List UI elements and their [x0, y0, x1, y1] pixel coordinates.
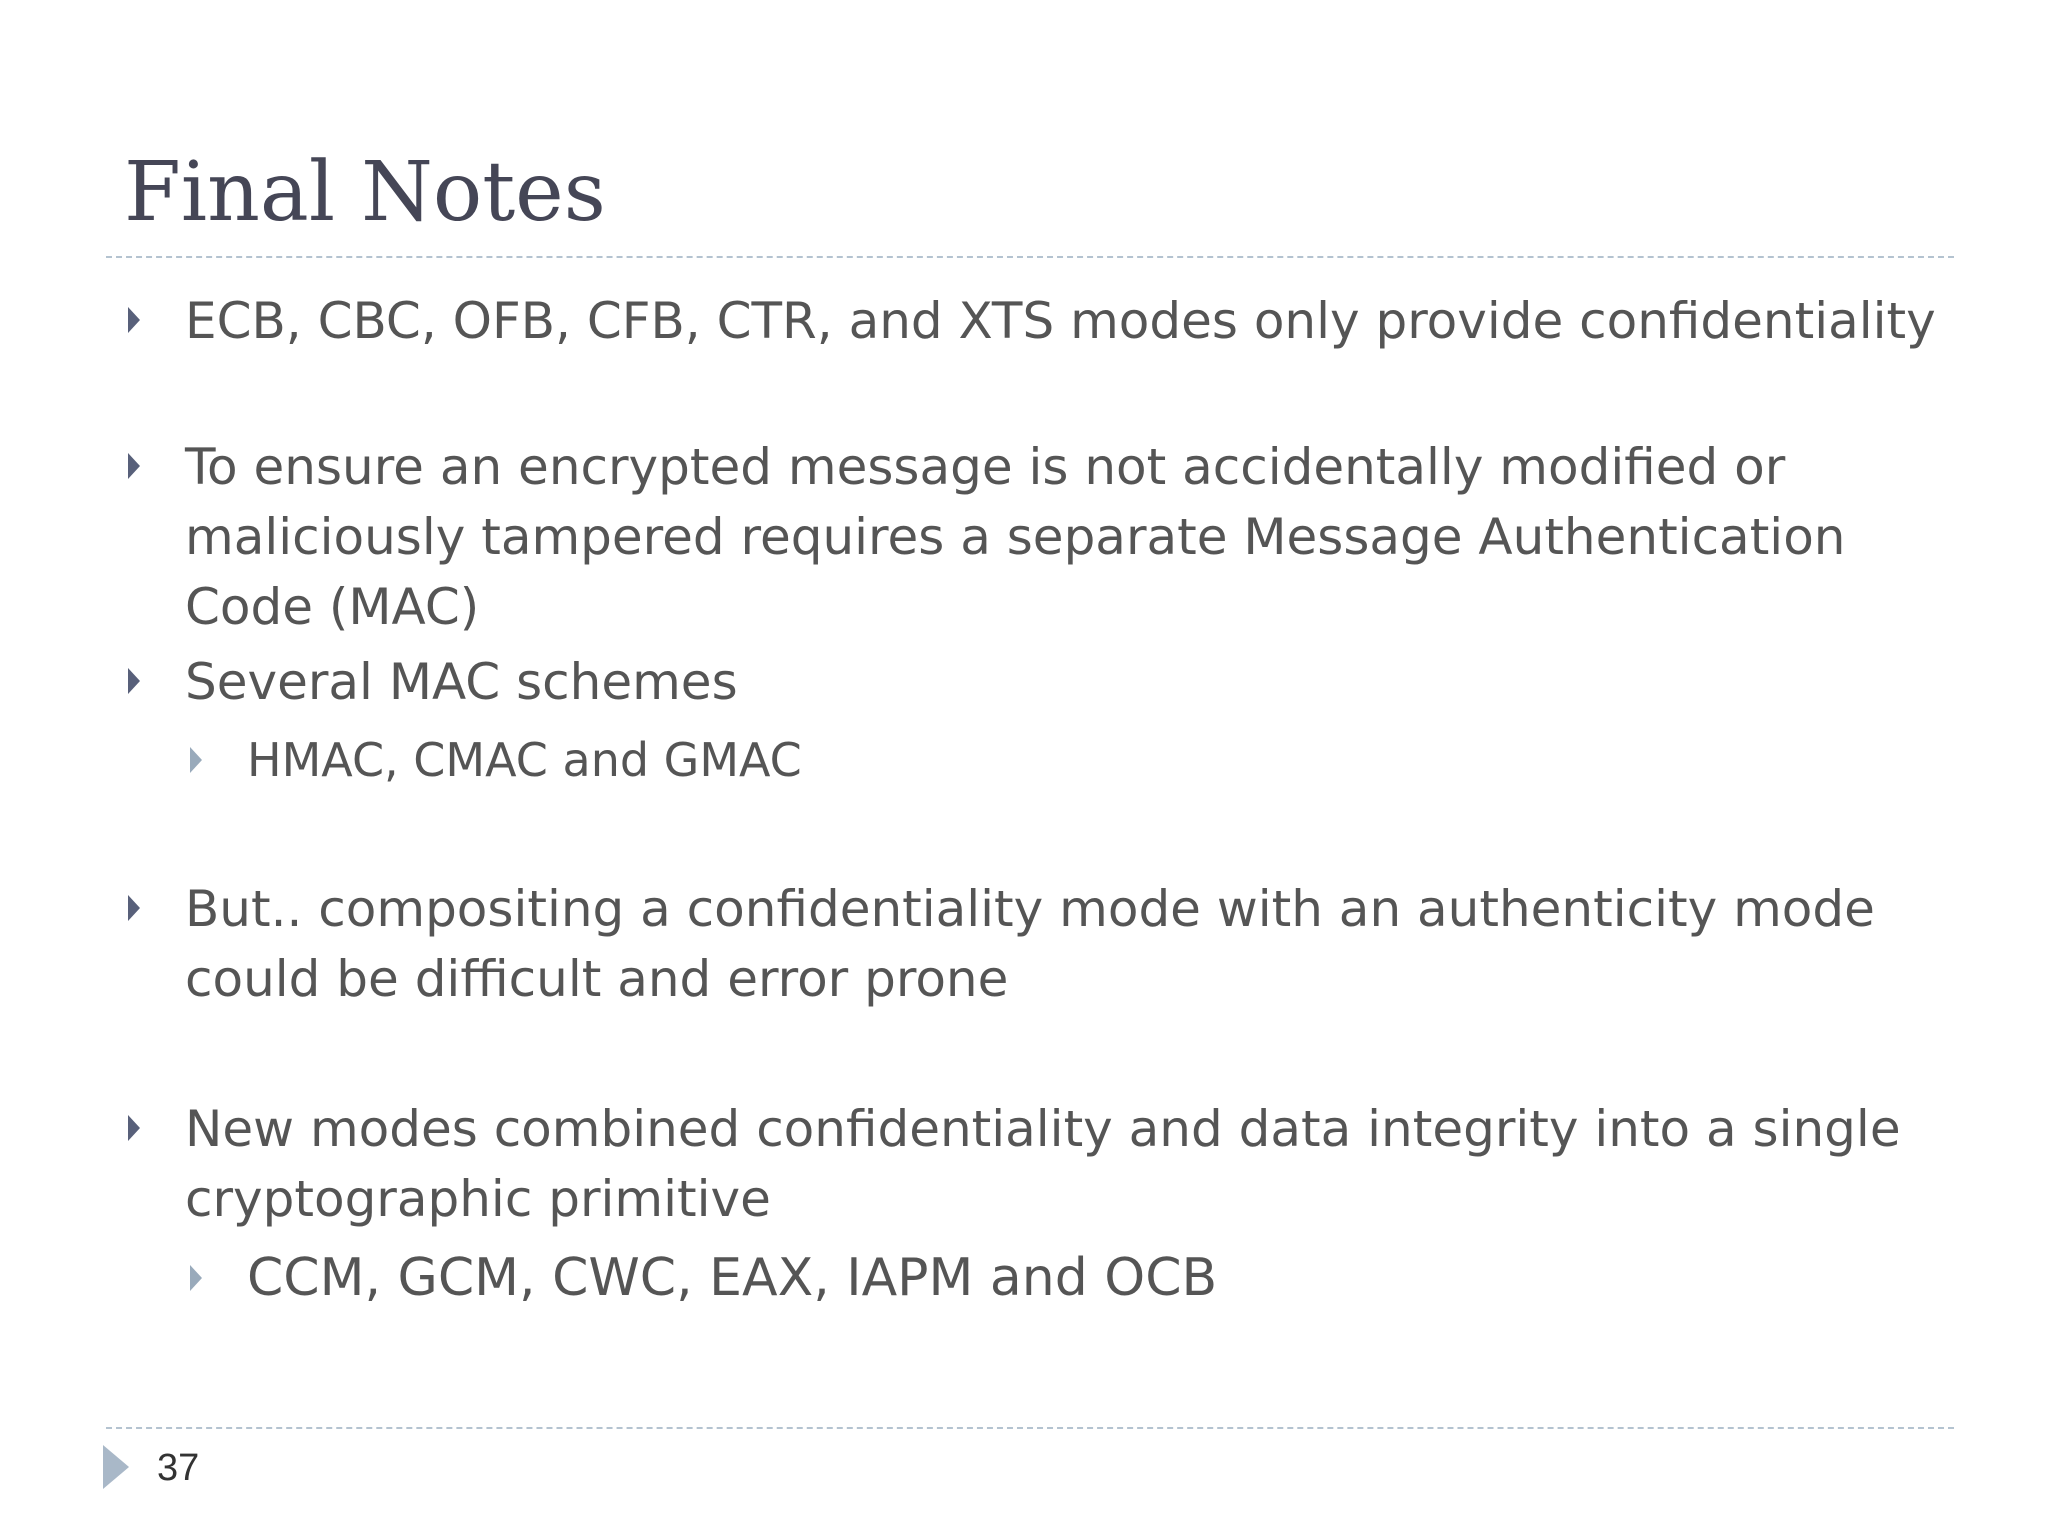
bullet-text: ECB, CBC, OFB, CFB, CTR, and XTS modes only provide confidentiality	[185, 292, 1936, 350]
triangle-bullet-icon	[128, 307, 140, 333]
triangle-sub-bullet-icon	[190, 1265, 202, 1291]
triangle-bullet-icon	[128, 1115, 140, 1141]
bullet-text: But.. compositing a confidentiality mode with an authenticity mode could be difficult and error prone	[185, 880, 1875, 1008]
bullet-text: Several MAC schemes	[185, 653, 738, 711]
bullet-item	[185, 1094, 1975, 1234]
footer-triangle-icon	[103, 1445, 129, 1489]
sub-bullet-item	[247, 729, 1967, 791]
sub-bullet-item	[247, 1243, 1967, 1313]
triangle-sub-bullet-icon	[190, 747, 202, 773]
bullet-item	[185, 874, 1975, 1014]
sub-bullet-text: HMAC, CMAC and GMAC	[247, 733, 802, 787]
bullet-item	[185, 647, 1975, 717]
title-divider	[106, 256, 1954, 258]
sub-bullet-text: CCM, GCM, CWC, EAX, IAPM and OCB	[247, 1248, 1218, 1308]
bullet-text: To ensure an encrypted message is not accidentally modified or maliciously tampered requires a separate Message Authentication Code (MAC)	[185, 438, 1846, 636]
footer-divider	[106, 1427, 1954, 1429]
bullet-item	[185, 432, 1975, 642]
triangle-bullet-icon	[128, 895, 140, 921]
slide-title: Final Notes	[124, 145, 606, 240]
bullet-item	[185, 286, 1975, 356]
bullet-text: New modes combined confidentiality and data integrity into a single cryptographic primitive	[185, 1100, 1901, 1228]
triangle-bullet-icon	[128, 453, 140, 479]
page-number: 37	[157, 1447, 200, 1489]
triangle-bullet-icon	[128, 668, 140, 694]
